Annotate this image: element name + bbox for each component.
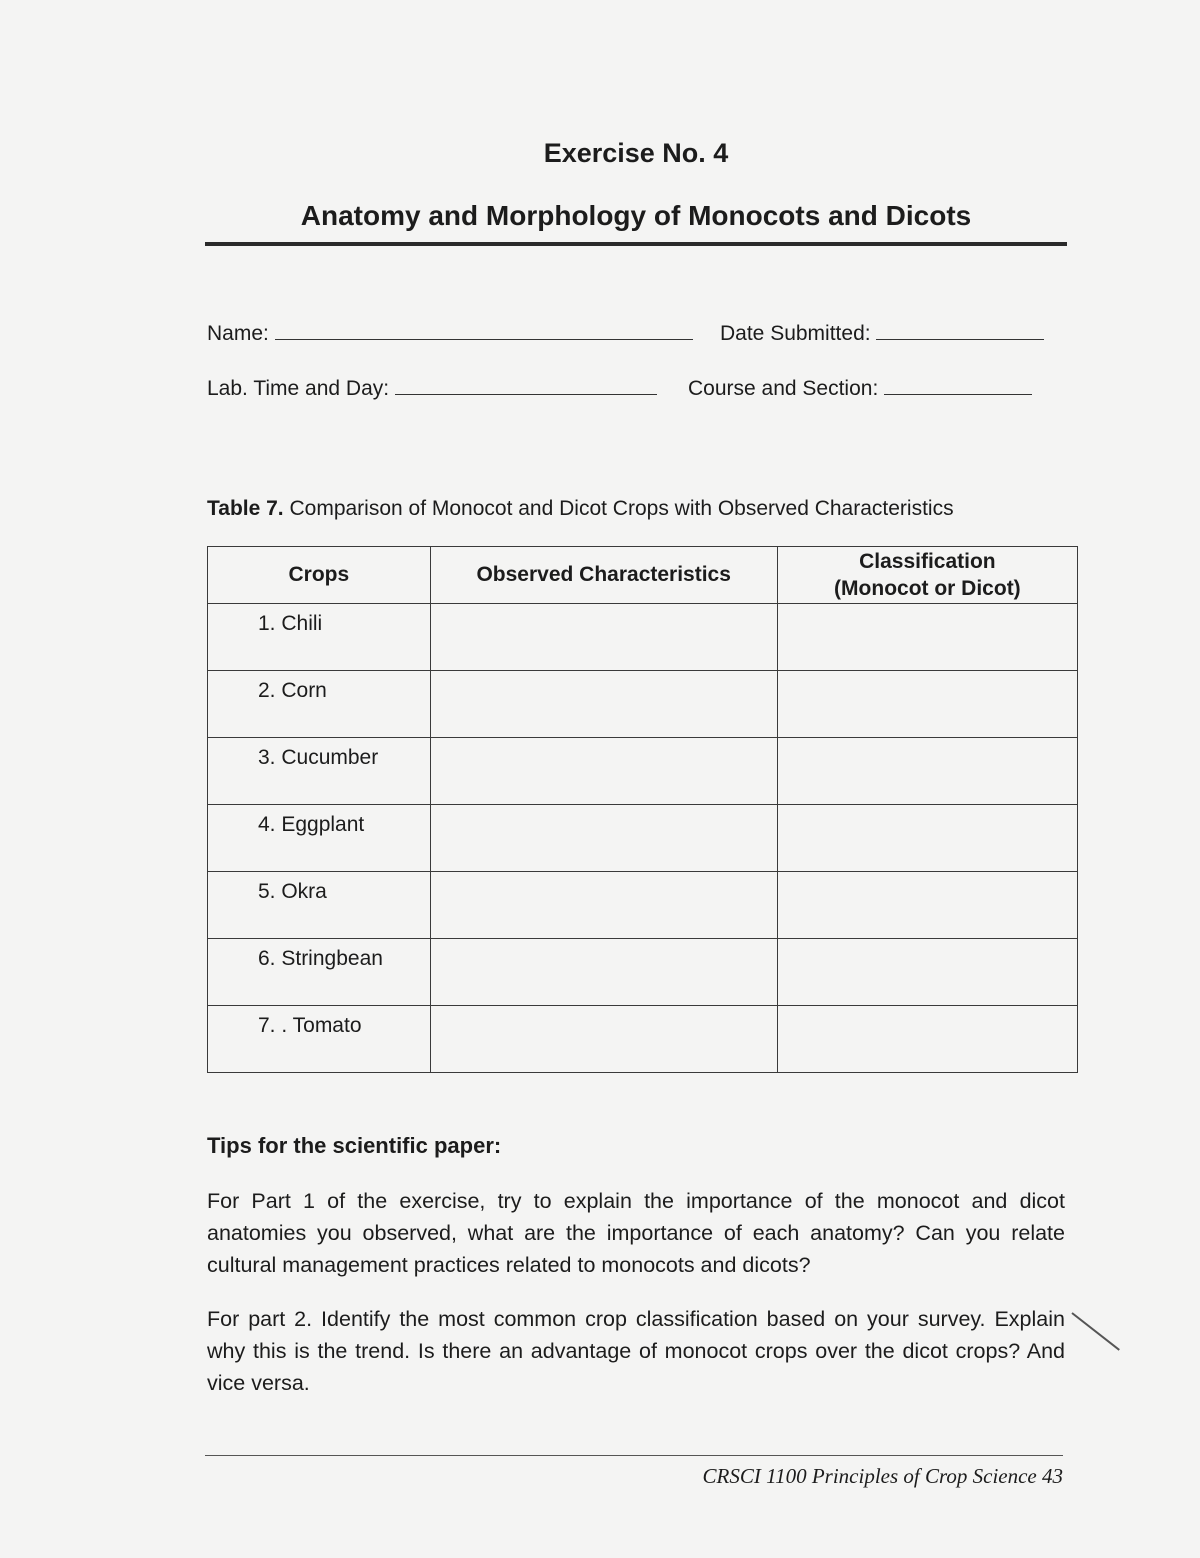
crop-cell	[208, 604, 431, 671]
classification-cell[interactable]	[777, 872, 1077, 939]
crop-cell	[208, 738, 431, 805]
crops-table	[207, 546, 1078, 1073]
lab-blank[interactable]	[395, 394, 657, 395]
observed-cell[interactable]	[430, 671, 777, 738]
title-underline	[205, 242, 1067, 246]
observed-cell[interactable]	[430, 1006, 777, 1073]
classification-cell[interactable]	[777, 738, 1077, 805]
date-label: Date Submitted:	[720, 322, 871, 345]
observed-cell[interactable]	[430, 738, 777, 805]
crop-name: 1. Chili	[258, 612, 323, 635]
crop-name: 5. Okra	[258, 880, 327, 903]
header-classification-line1: Classification	[859, 550, 996, 573]
crop-cell	[208, 872, 431, 939]
header-classification	[777, 547, 1077, 604]
observed-cell[interactable]	[430, 805, 777, 872]
table-caption	[207, 497, 954, 521]
classification-cell[interactable]	[777, 939, 1077, 1006]
table-row	[208, 671, 1078, 738]
tip-part-1: For Part 1 of the exercise, try to explain the importance of the monocot and dicot anatomies you observed, what are the importance of each anatomy? Can you relate cultural management practices related to monocots and dicots?	[207, 1189, 1065, 1277]
table-row	[208, 1006, 1078, 1073]
crop-cell	[208, 939, 431, 1006]
footer-page-label: CRSCI 1100 Principles of Crop Science 43	[702, 1464, 1063, 1488]
date-blank[interactable]	[876, 339, 1044, 340]
table-row	[208, 738, 1078, 805]
tip-part-2: For part 2. Identify the most common crop classification based on your survey. Explain why this is the trend. Is there an advantage of monocot crops over the dicot crops? And vice versa.	[207, 1307, 1065, 1395]
crop-name: 6. Stringbean	[258, 947, 383, 970]
crop-name: 2. Corn	[258, 679, 327, 702]
crop-cell	[208, 805, 431, 872]
observed-cell[interactable]	[430, 939, 777, 1006]
lab-field-row	[207, 377, 657, 401]
header-crops: Crops	[208, 547, 431, 604]
course-field-row	[688, 377, 1032, 401]
observed-cell[interactable]	[430, 604, 777, 671]
lab-label: Lab. Time and Day:	[207, 377, 390, 400]
table-row	[208, 805, 1078, 872]
table-row	[208, 872, 1078, 939]
header-classification-line2: (Monocot or Dicot)	[834, 577, 1021, 600]
tips-heading: Tips for the scientific paper:	[207, 1133, 502, 1158]
crop-cell	[208, 1006, 431, 1073]
table-caption-number: Table 7.	[207, 497, 284, 520]
crop-name: 4. Eggplant	[258, 813, 365, 836]
table-row	[208, 939, 1078, 1006]
page-title: Anatomy and Morphology of Monocots and Dicots	[300, 200, 972, 231]
exercise-number: Exercise No. 4	[543, 138, 729, 168]
crop-name: 3. Cucumber	[258, 746, 379, 769]
name-label: Name:	[207, 322, 269, 345]
table-row	[208, 604, 1078, 671]
name-field-row	[207, 322, 693, 346]
course-blank[interactable]	[884, 394, 1032, 395]
observed-cell[interactable]	[430, 872, 777, 939]
date-field-row	[720, 322, 1044, 346]
header-observed: Observed Characteristics	[430, 547, 777, 604]
classification-cell[interactable]	[777, 671, 1077, 738]
classification-cell[interactable]	[777, 805, 1077, 872]
course-label: Course and Section:	[688, 377, 879, 400]
table-caption-text: Comparison of Monocot and Dicot Crops with Observed Characteristics	[283, 497, 954, 520]
name-blank[interactable]	[275, 339, 693, 340]
table-header-row	[208, 547, 1078, 604]
crop-name: 7. . Tomato	[258, 1014, 362, 1037]
classification-cell[interactable]	[777, 604, 1077, 671]
crop-cell	[208, 671, 431, 738]
pen-mark	[1071, 1312, 1120, 1351]
classification-cell[interactable]	[777, 1006, 1077, 1073]
footer-divider	[205, 1455, 1063, 1456]
